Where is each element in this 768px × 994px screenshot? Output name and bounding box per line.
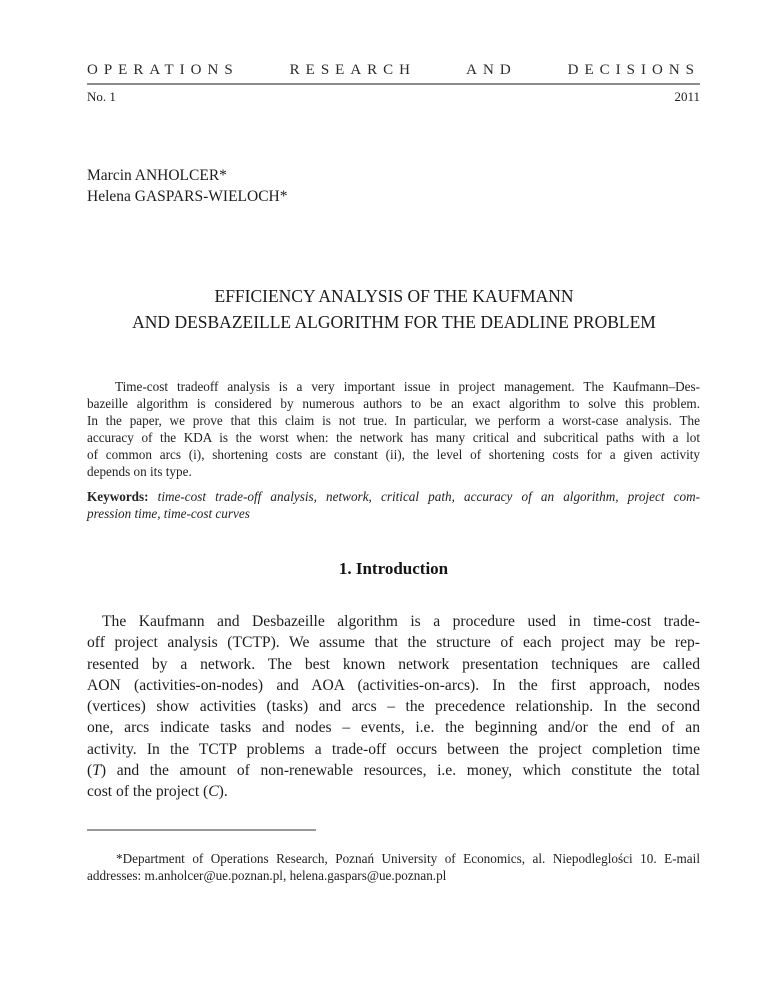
abstract-line: In the paper, we prove that this claim is not true. In particular, we perform a worst-case analysis. The [87, 413, 700, 429]
abstract [87, 378, 700, 481]
body-line: (T) and the amount of non-renewable resources, i.e. money, which constitute the total [87, 762, 700, 780]
footnote-line: addresses: m.anholcer@ue.poznan.pl, helena.gaspars@ue.poznan.pl [87, 868, 447, 884]
publication-year: 2011 [674, 89, 700, 104]
body-line: resented by a network. The best known network presentation techniques are called [87, 655, 700, 673]
author-list [87, 165, 288, 207]
issue-number: No. 1 [87, 89, 116, 104]
author-name: Marcin ANHOLCER* [87, 167, 227, 184]
abstract-line: accuracy of the KDA is the worst when: the network has many critical and subcritical paths with a lot [87, 430, 700, 446]
footnote [87, 850, 700, 884]
variable-T: T [92, 762, 101, 780]
keywords-line: pression time, time-cost curves [87, 506, 250, 522]
keywords-line [87, 488, 700, 505]
author-name: Helena GASPARS-WIELOCH* [87, 188, 288, 205]
body-line: one, arcs indicate tasks and nodes – events, i.e. the beginning and/or the end of an [87, 719, 700, 737]
abstract-line: Time-cost tradeoff analysis is a very important issue in project management. The Kaufmann–Des- [115, 379, 700, 394]
footnote-rule [87, 829, 316, 831]
keywords [87, 488, 700, 522]
paper-title [74, 283, 714, 335]
body-line: AON (activities-on-nodes) and AOA (activities-on-arcs). In the first approach, nodes [87, 676, 700, 694]
journal-title: OPERATIONS RESEARCH AND DECISIONS [87, 62, 700, 85]
paper-title-line: EFFICIENCY ANALYSIS OF THE KAUFMANN [214, 286, 574, 306]
body-line: activity. In the TCTP problems a trade-off occurs between the project completion time [87, 740, 700, 758]
body-line: cost of the project (C). [87, 783, 228, 801]
issue-row [87, 89, 700, 105]
abstract-line: of common arcs (i), shortening costs are constant (ii), the level of shortening costs for a given activity [87, 447, 700, 463]
keywords-label: Keywords: [87, 489, 149, 504]
introduction-paragraph [87, 611, 700, 803]
abstract-line: depends on its type. [87, 464, 192, 480]
keywords-text: time-cost trade-off analysis, network, critical path, accuracy of an algorithm, project com- [157, 489, 700, 504]
body-line: The Kaufmann and Desbazeille algorithm is a procedure used in time-cost trade- [102, 613, 700, 630]
journal-header [87, 62, 700, 105]
footnote-line: *Department of Operations Research, Poznań University of Economics, al. Niepodleglości 10. E-mail [116, 851, 700, 866]
body-line: (vertices) show activities (tasks) and arcs – the precedence relationship. In the second [87, 698, 700, 716]
section-heading: 1. Introduction [338, 559, 449, 578]
body-line: off project analysis (TCTP). We assume that the structure of each project may be rep- [87, 634, 700, 652]
variable-C: C [208, 783, 219, 801]
paper-title-line: AND DESBAZEILLE ALGORITHM FOR THE DEADLINE PROBLEM [132, 312, 656, 332]
abstract-line: bazeille algorithm is considered by numerous authors to be an exact algorithm to solve this problem. [87, 396, 700, 412]
